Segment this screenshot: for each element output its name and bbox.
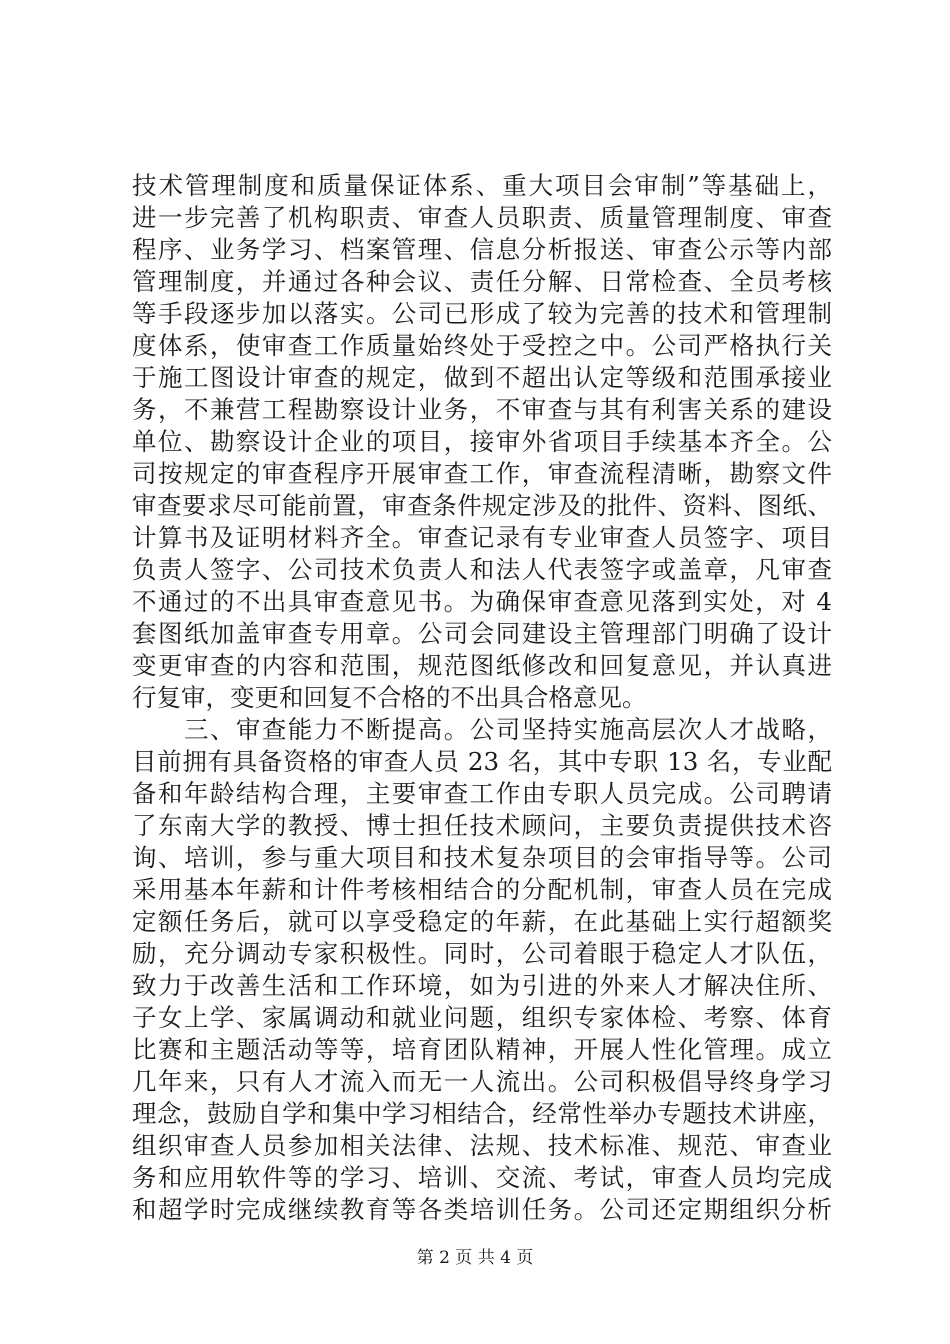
text-line: 务，不兼营工程勘察设计业务，不审查与其有利害关系的建设 [132, 395, 832, 424]
text-line: 审查要求尽可能前置，审查条件规定涉及的批件、资料、图纸、 [132, 491, 832, 520]
text-line: 司按规定的审查程序开展审查工作，审查流程清晰，勘察文件 [132, 459, 832, 488]
text-line: 等手段逐步加以落实。公司已形成了较为完善的技术和管理制 [132, 299, 832, 328]
text-line: 套图纸加盖审查专用章。公司会同建设主管理部门明确了设计 [132, 619, 832, 648]
text-line: 子女上学、家属调动和就业问题，组织专家体检、考察、体育 [132, 1003, 832, 1032]
text-line: 计算书及证明材料齐全。审查记录有专业审查人员签字、项目 [132, 523, 832, 552]
text-line: 理念，鼓励自学和集中学习相结合，经常性举办专题技术讲座， [132, 1099, 832, 1128]
text-line: 几年来，只有人才流入而无一人流出。公司积极倡导终身学习 [132, 1067, 832, 1096]
text-line: 负责人签字、公司技术负责人和法人代表签字或盖章，凡审查 [132, 555, 832, 584]
text-line: 变更审查的内容和范围，规范图纸修改和回复意见，并认真进 [132, 651, 832, 680]
text-line: 励，充分调动专家积极性。同时，公司着眼于稳定人才队伍， [132, 939, 832, 968]
page-number: 第 2 页 共 4 页 [416, 1248, 534, 1268]
text-line: 了东南大学的教授、博士担任技术顾问，主要负责提供技术咨 [132, 811, 832, 840]
paragraph-end-line: 行复审，变更和回复不合格的不出具合格意见。 [132, 683, 647, 712]
text-line: 询、培训，参与重大项目和技术复杂项目的会审指导等。公司 [132, 843, 832, 872]
text-line: 定额任务后，就可以享受稳定的年薪，在此基础上实行超额奖 [132, 907, 832, 936]
text-line: 备和年龄结构合理，主要审查工作由专职人员完成。公司聘请 [132, 779, 832, 808]
text-line: 致力于改善生活和工作环境，如为引进的外来人才解决住所、 [132, 971, 832, 1000]
text-line: 程序、业务学习、档案管理、信息分析报送、审查公示等内部 [132, 235, 832, 264]
text-line: 目前拥有具备资格的审查人员 23 名，其中专职 13 名，专业配 [132, 747, 832, 776]
text-line: 务和应用软件等的学习、培训、交流、考试，审查人员均完成 [132, 1163, 832, 1192]
page-footer [0, 1243, 950, 1268]
text-line: 管理制度，并通过各种会议、责任分解、日常检查、全员考核 [132, 267, 832, 296]
text-line: 于施工图设计审查的规定，做到不超出认定等级和范围承接业 [132, 363, 832, 392]
paragraph-start-line: 三、审查能力不断提高。公司坚持实施高层次人才战略， [132, 715, 832, 744]
text-line: 和超学时完成继续教育等各类培训任务。公司还定期组织分析 [132, 1195, 832, 1224]
text-line: 组织审查人员参加相关法律、法规、技术标准、规范、审查业 [132, 1131, 832, 1160]
text-line: 采用基本年薪和计件考核相结合的分配机制，审查人员在完成 [132, 875, 832, 904]
text-line: 度体系，使审查工作质量始终处于受控之中。公司严格执行关 [132, 331, 832, 360]
text-line: 技术管理制度和质量保证体系、重大项目会审制”等基础上， [132, 171, 832, 200]
body-text [132, 170, 832, 1226]
text-line: 不通过的不出具审查意见书。为确保审查意见落到实处，对 4 [132, 587, 832, 616]
text-line: 单位、勘察设计企业的项目，接审外省项目手续基本齐全。公 [132, 427, 832, 456]
text-line: 比赛和主题活动等等，培育团队精神，开展人性化管理。成立 [132, 1035, 832, 1064]
text-line: 进一步完善了机构职责、审查人员职责、质量管理制度、审查 [132, 203, 832, 232]
